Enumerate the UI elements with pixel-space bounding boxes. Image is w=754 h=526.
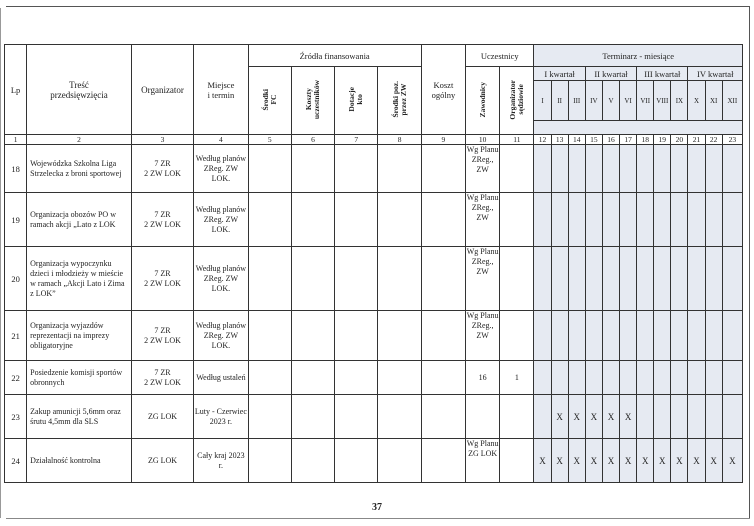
month-cell [620, 145, 637, 193]
month-5: V [602, 81, 619, 121]
column-number: 5 [248, 135, 291, 145]
row-organizator: 7 ZR 2 ZW LOK [131, 361, 193, 395]
row-empty-cell [335, 361, 378, 395]
column-number: 22 [705, 135, 722, 145]
table-body [5, 145, 743, 483]
row-empty-cell [378, 361, 421, 395]
header-koszt-ogolny: Koszt ogólny [421, 45, 465, 135]
month-cell [722, 311, 742, 361]
month-cell [637, 145, 654, 193]
month-mark: X [602, 395, 619, 439]
month-cell [568, 361, 585, 395]
month-cell [551, 145, 568, 193]
row-empty-cell [335, 193, 378, 247]
row-sedziowie [500, 247, 534, 311]
month-12: XII [722, 81, 742, 121]
row-sedziowie [500, 145, 534, 193]
row-tresc: Posiedzenie komisji sportów obronnych [27, 361, 132, 395]
row-sedziowie [500, 311, 534, 361]
row-lp: 23 [5, 395, 27, 439]
row-empty-cell [335, 439, 378, 483]
row-empty-cell [378, 311, 421, 361]
frame-top-line [6, 6, 750, 7]
row-empty-cell [248, 247, 291, 311]
month-cell [688, 247, 705, 311]
row-empty-cell [421, 193, 465, 247]
month-cell [602, 311, 619, 361]
month-cell [551, 361, 568, 395]
month-mark: X [568, 439, 585, 483]
row-empty-cell [248, 439, 291, 483]
month-mark: X [551, 439, 568, 483]
row-lp: 19 [5, 193, 27, 247]
column-number: 13 [551, 135, 568, 145]
row-empty-cell [291, 247, 334, 311]
row-organizator: 7 ZR 2 ZW LOK [131, 145, 193, 193]
column-number: 20 [671, 135, 688, 145]
column-number: 2 [27, 135, 132, 145]
row-zawodnicy: Wg Planu ZG LOK [466, 439, 500, 483]
schedule-table [4, 44, 743, 483]
month-cell [671, 395, 688, 439]
header-srodki-fc: Środki FC [248, 67, 291, 135]
row-lp: 22 [5, 361, 27, 395]
month-cell [654, 361, 671, 395]
month-mark: X [654, 439, 671, 483]
column-number: 3 [131, 135, 193, 145]
header-tresc: Treść przedsięwzięcia [27, 45, 132, 135]
row-empty-cell [291, 361, 334, 395]
row-miejsce: Według planów ZReg. ZW LOK. [194, 311, 248, 361]
row-sedziowie [500, 439, 534, 483]
row-sedziowie [500, 395, 534, 439]
month-cell [637, 247, 654, 311]
column-number: 8 [378, 135, 421, 145]
month-mark: X [688, 439, 705, 483]
header-kwartal-3: III kwartał [637, 67, 688, 81]
month-8: VIII [654, 81, 671, 121]
month-cell [722, 193, 742, 247]
header-kwartal-4: IV kwartał [688, 67, 743, 81]
row-tresc: Organizacja wyjazdów reprezentacji na imprezy obligatoryjne [27, 311, 132, 361]
frame-left-line [0, 8, 1, 518]
header-kwartal-2: II kwartał [585, 67, 636, 81]
month-mark: X [671, 439, 688, 483]
month-mark: X [534, 439, 551, 483]
month-cell [585, 311, 602, 361]
row-lp: 21 [5, 311, 27, 361]
month-mark: X [722, 439, 742, 483]
row-empty-cell [421, 395, 465, 439]
month-4: IV [585, 81, 602, 121]
header-zrodla: Źródła finansowania [248, 45, 421, 67]
row-miejsce: Cały kraj 2023 r. [194, 439, 248, 483]
month-1: I [534, 81, 551, 121]
month-cell [534, 193, 551, 247]
column-number-row [5, 135, 743, 145]
frame-bottom-line [6, 518, 750, 519]
month-mark: X [705, 439, 722, 483]
row-organizator: 7 ZR 2 ZW LOK [131, 311, 193, 361]
month-cell [688, 395, 705, 439]
row-tresc: Wojewódzka Szkolna Liga Strzelecka z broni sportowej [27, 145, 132, 193]
row-miejsce: Według planów ZReg. ZW LOK. [194, 145, 248, 193]
month-cell [654, 247, 671, 311]
table-row [5, 439, 743, 483]
month-cell [671, 145, 688, 193]
column-number: 18 [637, 135, 654, 145]
month-cell [671, 311, 688, 361]
row-organizator: 7 ZR 2 ZW LOK [131, 247, 193, 311]
table-row [5, 311, 743, 361]
header-row-1 [5, 45, 743, 67]
header-organizator: Organizator [131, 45, 193, 135]
table-row [5, 247, 743, 311]
month-cell [568, 145, 585, 193]
month-cell [602, 145, 619, 193]
row-empty-cell [335, 247, 378, 311]
table-row [5, 395, 743, 439]
month-mark: X [568, 395, 585, 439]
month-cell [654, 193, 671, 247]
month-cell [705, 145, 722, 193]
row-empty-cell [248, 311, 291, 361]
month-cell [534, 395, 551, 439]
month-cell [551, 247, 568, 311]
month-cell [602, 361, 619, 395]
row-lp: 24 [5, 439, 27, 483]
month-cell [705, 361, 722, 395]
month-mark: X [637, 439, 654, 483]
row-empty-cell [378, 247, 421, 311]
row-lp: 18 [5, 145, 27, 193]
row-miejsce: Według ustaleń [194, 361, 248, 395]
row-empty-cell [335, 311, 378, 361]
month-cell [705, 193, 722, 247]
row-tresc: Organizacja wypoczynku dzieci i młodzieży w mieście w ramach „Akcji Lato i Zima z LOK” [27, 247, 132, 311]
row-empty-cell [421, 361, 465, 395]
table-row [5, 145, 743, 193]
column-number: 4 [194, 135, 248, 145]
column-number: 9 [421, 135, 465, 145]
month-10: X [688, 81, 705, 121]
month-cell [602, 247, 619, 311]
row-zawodnicy: Wg Planu ZReg., ZW [466, 145, 500, 193]
row-zawodnicy [466, 395, 500, 439]
month-mark: X [602, 439, 619, 483]
row-zawodnicy: Wg Planu ZReg., ZW [466, 193, 500, 247]
month-cell [654, 145, 671, 193]
column-number: 7 [335, 135, 378, 145]
month-cell [722, 247, 742, 311]
month-cell [551, 193, 568, 247]
page-number: 37 [372, 502, 382, 513]
month-cell [722, 361, 742, 395]
header-organizator-sedziowie: Organizator sędziowie [500, 67, 534, 135]
month-6: VI [620, 81, 637, 121]
month-cell [602, 193, 619, 247]
column-number: 10 [466, 135, 500, 145]
month-cell [688, 361, 705, 395]
row-organizator: 7 ZR 2 ZW LOK [131, 193, 193, 247]
row-empty-cell [335, 145, 378, 193]
month-cell [534, 247, 551, 311]
row-empty-cell [378, 145, 421, 193]
column-number: 6 [291, 135, 334, 145]
row-miejsce: Według planów ZReg. ZW LOK. [194, 247, 248, 311]
month-cell [568, 193, 585, 247]
header-uczestnicy: Uczestnicy [466, 45, 534, 67]
column-number: 14 [568, 135, 585, 145]
row-sedziowie: 1 [500, 361, 534, 395]
month-mark: X [620, 395, 637, 439]
row-empty-cell [378, 193, 421, 247]
month-cell [585, 247, 602, 311]
month-cell [671, 247, 688, 311]
header-kwartal-1: I kwartał [534, 67, 585, 81]
header-srodki-poz: Środki poz. przez ZW [378, 67, 421, 135]
month-9: IX [671, 81, 688, 121]
month-cell [671, 193, 688, 247]
month-cell [620, 193, 637, 247]
row-empty-cell [291, 193, 334, 247]
month-cell [534, 311, 551, 361]
row-empty-cell [291, 439, 334, 483]
month-cell [568, 311, 585, 361]
header-terminarz: Terminarz - miesiące [534, 45, 743, 67]
column-number: 12 [534, 135, 551, 145]
row-empty-cell [335, 395, 378, 439]
month-cell [620, 247, 637, 311]
row-empty-cell [248, 145, 291, 193]
row-empty-cell [291, 145, 334, 193]
month-cell [637, 395, 654, 439]
month-cell [722, 145, 742, 193]
header-dotacje: Dotacje kto [335, 67, 378, 135]
column-number: 19 [654, 135, 671, 145]
table-row [5, 361, 743, 395]
column-number: 23 [722, 135, 742, 145]
row-empty-cell [421, 311, 465, 361]
month-cell [705, 395, 722, 439]
month-cell [688, 145, 705, 193]
row-tresc: Zakup amunicji 5,6mm oraz śrutu 4,5mm dla SLS [27, 395, 132, 439]
header-months-spacer [534, 121, 743, 135]
row-empty-cell [248, 361, 291, 395]
month-cell [671, 361, 688, 395]
month-mark: X [585, 439, 602, 483]
month-cell [585, 361, 602, 395]
month-mark: X [620, 439, 637, 483]
row-empty-cell [248, 193, 291, 247]
row-empty-cell [378, 395, 421, 439]
month-3: III [568, 81, 585, 121]
month-cell [654, 395, 671, 439]
row-miejsce: Luty - Czerwiec 2023 r. [194, 395, 248, 439]
header-miejsce: Miejsce i termin [194, 45, 248, 135]
month-mark: X [551, 395, 568, 439]
column-number: 17 [620, 135, 637, 145]
column-number: 15 [585, 135, 602, 145]
month-cell [637, 311, 654, 361]
month-cell [637, 361, 654, 395]
month-cell [585, 145, 602, 193]
month-cell [705, 247, 722, 311]
row-organizator: ZG LOK [131, 395, 193, 439]
month-11: XI [705, 81, 722, 121]
row-tresc: Organizacja obozów PO w ramach akcji „Lato z LOK [27, 193, 132, 247]
column-number: 16 [602, 135, 619, 145]
row-empty-cell [421, 439, 465, 483]
row-zawodnicy: 16 [466, 361, 500, 395]
month-cell [688, 193, 705, 247]
month-cell [705, 311, 722, 361]
row-zawodnicy: Wg Planu ZReg., ZW [466, 311, 500, 361]
row-miejsce: Według planów ZReg. ZW LOK. [194, 193, 248, 247]
header-zawodnicy: Zawodnicy [466, 67, 500, 135]
month-2: II [551, 81, 568, 121]
row-organizator: ZG LOK [131, 439, 193, 483]
month-cell [620, 361, 637, 395]
month-cell [585, 193, 602, 247]
month-cell [534, 361, 551, 395]
month-cell [722, 395, 742, 439]
row-empty-cell [291, 311, 334, 361]
month-cell [534, 145, 551, 193]
row-empty-cell [421, 247, 465, 311]
month-cell [551, 311, 568, 361]
row-empty-cell [378, 439, 421, 483]
month-7: VII [637, 81, 654, 121]
table-row [5, 193, 743, 247]
month-cell [637, 193, 654, 247]
header-lp: Lp [5, 45, 27, 135]
row-empty-cell [421, 145, 465, 193]
row-zawodnicy: Wg Planu ZReg., ZW [466, 247, 500, 311]
column-number: 11 [500, 135, 534, 145]
column-number: 1 [5, 135, 27, 145]
month-cell [688, 311, 705, 361]
column-number: 21 [688, 135, 705, 145]
month-cell [654, 311, 671, 361]
header-koszty-uczestnikow: Koszty uczestników [291, 67, 334, 135]
month-cell [620, 311, 637, 361]
row-empty-cell [291, 395, 334, 439]
row-sedziowie [500, 193, 534, 247]
row-tresc: Działalność kontrolna [27, 439, 132, 483]
row-lp: 20 [5, 247, 27, 311]
month-cell [568, 247, 585, 311]
frame-right-line [749, 6, 750, 518]
month-mark: X [585, 395, 602, 439]
row-empty-cell [248, 395, 291, 439]
